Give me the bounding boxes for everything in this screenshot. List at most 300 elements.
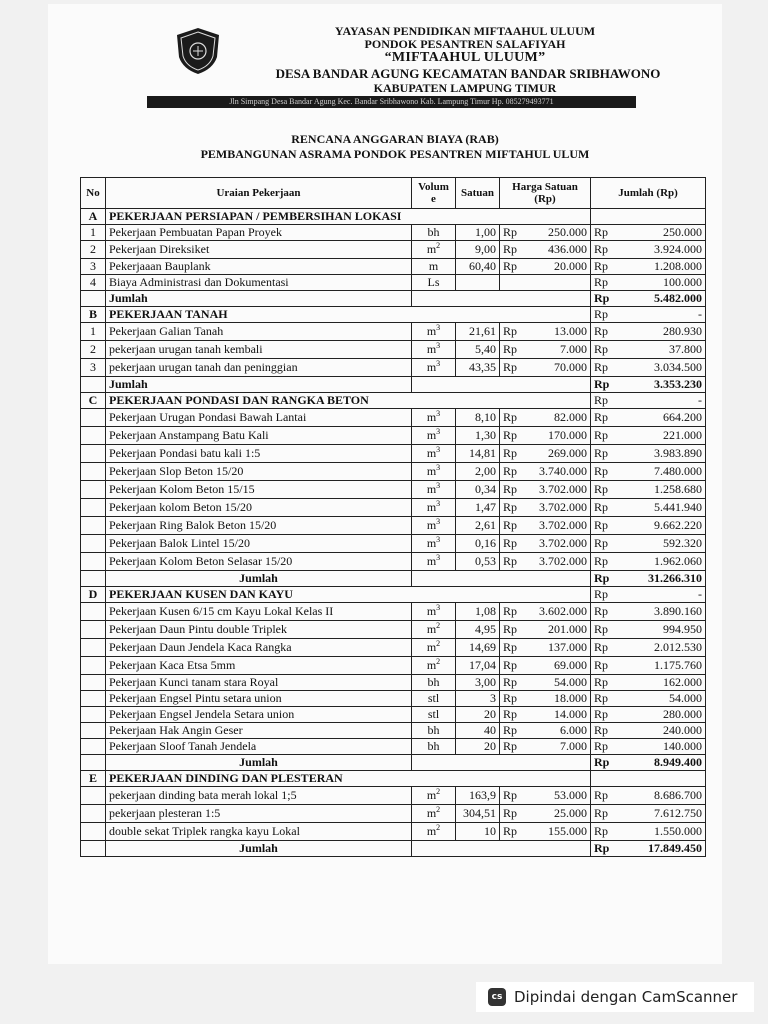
currency-label: Rp xyxy=(591,291,611,307)
currency-label: Rp xyxy=(591,675,611,691)
item-no: 1 xyxy=(81,225,106,241)
item-unit-price: 170.000 xyxy=(520,427,591,445)
item-unit: $m^3$ xyxy=(412,517,456,535)
item-description: pekerjaan urugan tanah kembali xyxy=(106,341,412,359)
item-unit-price: 82.000 xyxy=(520,409,591,427)
item-no xyxy=(81,481,106,499)
item-no xyxy=(81,603,106,621)
item-amount: 240.000 xyxy=(611,723,706,739)
empty-cell xyxy=(412,291,591,307)
table-row xyxy=(81,323,706,341)
total-label: Jumlah xyxy=(106,291,412,307)
item-unit: $m^3$ xyxy=(412,481,456,499)
table-row xyxy=(81,463,706,481)
item-volume: 20 xyxy=(456,739,500,755)
section-title: PEKERJAAN DINDING DAN PLESTERAN xyxy=(106,771,591,787)
budget-table xyxy=(80,177,706,857)
item-amount: 1.208.000 xyxy=(611,259,706,275)
item-amount: 162.000 xyxy=(611,675,706,691)
currency-label: Rp xyxy=(591,723,611,739)
item-volume: 43,35 xyxy=(456,359,500,377)
item-amount: 280.000 xyxy=(611,707,706,723)
section-total: 8.949.400 xyxy=(611,755,706,771)
currency-label: Rp xyxy=(500,427,520,445)
table-row xyxy=(81,553,706,571)
camscanner-icon: cs xyxy=(488,988,506,1006)
item-amount: 1.258.680 xyxy=(611,481,706,499)
item-description: Biaya Administrasi dan Dokumentasi xyxy=(106,275,412,291)
section-title: PEKERJAAN PONDASI DAN RANGKA BETON xyxy=(106,393,591,409)
currency-label: Rp xyxy=(591,805,611,823)
item-no xyxy=(81,805,106,823)
item-unit-price: 70.000 xyxy=(520,359,591,377)
currency-label: Rp xyxy=(591,755,611,771)
empty-cell xyxy=(412,755,591,771)
item-volume: 10 xyxy=(456,823,500,841)
table-header-row xyxy=(81,178,706,209)
item-description: Pekerjaan Ring Balok Beton 15/20 xyxy=(106,517,412,535)
item-volume: 60,40 xyxy=(456,259,500,275)
table-row xyxy=(81,823,706,841)
item-volume: 0,16 xyxy=(456,535,500,553)
table-row xyxy=(81,225,706,241)
item-volume: 4,95 xyxy=(456,621,500,639)
table-row xyxy=(81,603,706,621)
item-unit-price: 137.000 xyxy=(520,639,591,657)
item-no xyxy=(81,723,106,739)
empty-cell xyxy=(591,771,706,787)
item-description: Pekerjaan Pondasi batu kali 1:5 xyxy=(106,445,412,463)
item-unit: bh xyxy=(412,739,456,755)
currency-label: Rp xyxy=(591,787,611,805)
school-regency: KABUPATEN LAMPUNG TIMUR xyxy=(373,81,557,95)
section-code: B xyxy=(81,307,106,323)
table-row xyxy=(81,787,706,805)
item-unit-price: 250.000 xyxy=(520,225,591,241)
total-label: Jumlah xyxy=(106,377,412,393)
item-unit: $m^3$ xyxy=(412,463,456,481)
item-unit-price: 7.000 xyxy=(520,739,591,755)
table-row xyxy=(81,409,706,427)
item-unit-price: 54.000 xyxy=(520,675,591,691)
item-amount: 250.000 xyxy=(611,225,706,241)
currency-label: Rp xyxy=(500,707,520,723)
currency-label: Rp xyxy=(591,323,611,341)
item-unit-price: 18.000 xyxy=(520,691,591,707)
item-amount: 9.662.220 xyxy=(611,517,706,535)
total-label: Jumlah xyxy=(106,841,412,857)
item-volume: 21,61 xyxy=(456,323,500,341)
currency-label: Rp xyxy=(591,427,611,445)
currency-label: Rp xyxy=(591,841,611,857)
item-amount: 37.800 xyxy=(611,341,706,359)
item-unit-price: 436.000 xyxy=(520,241,591,259)
school-type: PONDOK PESANTREN SALAFIYAH xyxy=(364,37,566,51)
currency-label: Rp xyxy=(591,739,611,755)
item-amount: 100.000 xyxy=(611,275,706,291)
item-no xyxy=(81,823,106,841)
item-volume: 9,00 xyxy=(456,241,500,259)
table-row xyxy=(81,707,706,723)
item-unit: $m^3$ xyxy=(412,535,456,553)
item-description: Pekerjaan Engsel Jendela Setara union xyxy=(106,707,412,723)
school-name: “MIFTAAHUL ULUUM” xyxy=(384,50,546,65)
item-no: 4 xyxy=(81,275,106,291)
item-amount: 3.034.500 xyxy=(611,359,706,377)
item-description: Pekerjaan Daun Jendela Kaca Rangka xyxy=(106,639,412,657)
item-no xyxy=(81,621,106,639)
currency-label: Rp xyxy=(500,323,520,341)
item-description: pekerjaan plesteran 1:5 xyxy=(106,805,412,823)
item-amount: 2.012.530 xyxy=(611,639,706,657)
item-description: Pekerjaan Daun Pintu double Triplek xyxy=(106,621,412,639)
currency-label: Rp xyxy=(500,409,520,427)
item-volume: 2,61 xyxy=(456,517,500,535)
currency-label: Rp xyxy=(591,535,611,553)
item-unit-price: 155.000 xyxy=(520,823,591,841)
item-unit: m xyxy=(412,259,456,275)
currency-label: Rp xyxy=(500,341,520,359)
letterhead xyxy=(0,0,768,110)
item-volume: 304,51 xyxy=(456,805,500,823)
currency-label: Rp xyxy=(591,259,611,275)
item-unit: $m^3$ xyxy=(412,341,456,359)
header-satuan: Satuan xyxy=(456,178,500,209)
currency-label: Rp xyxy=(591,275,611,291)
section-code: C xyxy=(81,393,106,409)
empty-cell xyxy=(81,571,106,587)
item-volume: 14,81 xyxy=(456,445,500,463)
item-volume: 1,30 xyxy=(456,427,500,445)
item-description: Pekerjaan Sloof Tanah Jendela xyxy=(106,739,412,755)
currency-label: Rp xyxy=(591,823,611,841)
item-unit-price: 3.740.000 xyxy=(520,463,591,481)
item-no xyxy=(81,691,106,707)
section-total: 17.849.450 xyxy=(611,841,706,857)
item-unit-price: 3.702.000 xyxy=(520,499,591,517)
table-row xyxy=(81,657,706,675)
currency-label: Rp xyxy=(500,657,520,675)
total-label: Jumlah xyxy=(106,755,412,771)
currency-label: Rp xyxy=(591,241,611,259)
item-amount: 280.930 xyxy=(611,323,706,341)
currency-label: Rp xyxy=(591,359,611,377)
table-row xyxy=(81,259,706,275)
total-row xyxy=(81,841,706,857)
currency-label: Rp xyxy=(591,463,611,481)
item-amount: 994.950 xyxy=(611,621,706,639)
camscanner-watermark xyxy=(476,982,754,1012)
table-row xyxy=(81,535,706,553)
section-amount: - xyxy=(611,307,706,323)
item-unit-price: 3.702.000 xyxy=(520,535,591,553)
item-unit-price: 20.000 xyxy=(520,259,591,275)
item-description: Pekerjaan kolom Beton 15/20 xyxy=(106,499,412,517)
currency-label: Rp xyxy=(500,445,520,463)
item-unit-price: 13.000 xyxy=(520,323,591,341)
item-unit-price: 3.602.000 xyxy=(520,603,591,621)
currency-label: Rp xyxy=(500,359,520,377)
item-unit-price: 6.000 xyxy=(520,723,591,739)
item-unit: $m^3$ xyxy=(412,359,456,377)
item-unit: $m^3$ xyxy=(412,603,456,621)
empty-cell xyxy=(81,841,106,857)
header-vol: Volum e xyxy=(412,178,456,209)
currency-label: Rp xyxy=(500,499,520,517)
empty-cell xyxy=(591,209,706,225)
item-amount: 1.962.060 xyxy=(611,553,706,571)
item-amount: 1.175.760 xyxy=(611,657,706,675)
item-volume: 3,00 xyxy=(456,675,500,691)
item-unit: $m^2$ xyxy=(412,621,456,639)
item-unit: stl xyxy=(412,691,456,707)
currency-label: Rp xyxy=(591,621,611,639)
item-no xyxy=(81,657,106,675)
currency-label: Rp xyxy=(500,621,520,639)
item-volume: 1,00 xyxy=(456,225,500,241)
table-row xyxy=(81,805,706,823)
currency-label: Rp xyxy=(500,517,520,535)
empty-cell xyxy=(412,377,591,393)
currency-label: Rp xyxy=(500,805,520,823)
total-row xyxy=(81,755,706,771)
foundation-name: YAYASAN PENDIDIKAN MIFTAAHUL ULUUM xyxy=(334,24,596,38)
currency-label: Rp xyxy=(591,571,611,587)
item-no xyxy=(81,499,106,517)
item-volume xyxy=(456,275,500,291)
table-row xyxy=(81,621,706,639)
item-description: pekerjaan dinding bata merah lokal 1;5 xyxy=(106,787,412,805)
currency-label: Rp xyxy=(591,499,611,517)
currency-label: Rp xyxy=(500,675,520,691)
item-volume: 0,34 xyxy=(456,481,500,499)
total-row xyxy=(81,571,706,587)
item-volume: 2,00 xyxy=(456,463,500,481)
document-subtitle: PEMBANGUNAN ASRAMA PONDOK PESANTREN MIFTAHUL ULUM xyxy=(200,147,590,161)
item-unit: $m^2$ xyxy=(412,805,456,823)
empty-cell xyxy=(500,275,591,291)
item-description: Pekerjaan Anstampang Batu Kali xyxy=(106,427,412,445)
empty-cell xyxy=(81,377,106,393)
table-row xyxy=(81,723,706,739)
section-code: D xyxy=(81,587,106,603)
item-no xyxy=(81,707,106,723)
item-unit-price: 53.000 xyxy=(520,787,591,805)
item-volume: 0,53 xyxy=(456,553,500,571)
currency-label: Rp xyxy=(591,657,611,675)
item-amount: 3.983.890 xyxy=(611,445,706,463)
total-row xyxy=(81,291,706,307)
total-row xyxy=(81,377,706,393)
item-unit: $m^2$ xyxy=(412,241,456,259)
currency-label: Rp xyxy=(591,481,611,499)
item-volume: 8,10 xyxy=(456,409,500,427)
item-no xyxy=(81,445,106,463)
currency-label: Rp xyxy=(591,707,611,723)
item-amount: 1.550.000 xyxy=(611,823,706,841)
item-unit-price: 69.000 xyxy=(520,657,591,675)
item-unit-price: 201.000 xyxy=(520,621,591,639)
item-unit: $m^3$ xyxy=(412,409,456,427)
item-unit: $m^3$ xyxy=(412,323,456,341)
item-unit: bh xyxy=(412,723,456,739)
header-harga: Harga Satuan (Rp) xyxy=(500,178,591,209)
header-jumlah: Jumlah (Rp) xyxy=(591,178,706,209)
item-no: 2 xyxy=(81,241,106,259)
currency-label: Rp xyxy=(500,553,520,571)
currency-label: Rp xyxy=(591,225,611,241)
item-no xyxy=(81,535,106,553)
item-description: Pekerjaan Kunci tanam stara Royal xyxy=(106,675,412,691)
currency-label: Rp xyxy=(591,409,611,427)
item-volume: 3 xyxy=(456,691,500,707)
item-no xyxy=(81,639,106,657)
header-desc: Uraian Pekerjaan xyxy=(106,178,412,209)
item-unit: $m^2$ xyxy=(412,639,456,657)
item-description: Pekerjaan Balok Lintel 15/20 xyxy=(106,535,412,553)
item-amount: 54.000 xyxy=(611,691,706,707)
school-village: DESA BANDAR AGUNG KECAMATAN BANDAR SRIBHAWONO xyxy=(275,66,661,81)
item-no xyxy=(81,463,106,481)
currency-label: Rp xyxy=(591,341,611,359)
currency-label: Rp xyxy=(500,225,520,241)
item-no xyxy=(81,675,106,691)
currency-label: Rp xyxy=(500,739,520,755)
item-amount: 7.612.750 xyxy=(611,805,706,823)
item-volume: 1,08 xyxy=(456,603,500,621)
item-no: 2 xyxy=(81,341,106,359)
currency-label: Rp xyxy=(591,377,611,393)
currency-label: Rp xyxy=(500,463,520,481)
address-bar: Jln Simpang Desa Bandar Agung Kec. Bandar Sribhawono Kab. Lampung Timur Hp. 085279493771 xyxy=(147,96,636,108)
table-body xyxy=(81,209,706,857)
currency-label: Rp xyxy=(500,823,520,841)
item-no: 3 xyxy=(81,359,106,377)
item-description: Pekerjaan Urugan Pondasi Bawah Lantai xyxy=(106,409,412,427)
table-row xyxy=(81,739,706,755)
document-title: RENCANA ANGGARAN BIAYA (RAB) xyxy=(291,132,499,146)
currency-label: Rp xyxy=(591,307,611,323)
currency-label: Rp xyxy=(591,603,611,621)
currency-label: Rp xyxy=(591,691,611,707)
item-unit: stl xyxy=(412,707,456,723)
currency-label: Rp xyxy=(500,259,520,275)
item-no xyxy=(81,787,106,805)
table-row xyxy=(81,241,706,259)
item-amount: 5.441.940 xyxy=(611,499,706,517)
table-row xyxy=(81,341,706,359)
item-volume: 40 xyxy=(456,723,500,739)
currency-label: Rp xyxy=(500,603,520,621)
item-volume: 17,04 xyxy=(456,657,500,675)
currency-label: Rp xyxy=(591,587,611,603)
item-unit: $m^2$ xyxy=(412,657,456,675)
item-amount: 140.000 xyxy=(611,739,706,755)
item-no xyxy=(81,409,106,427)
section-row xyxy=(81,209,706,225)
item-description: Pekerjaan Kusen 6/15 cm Kayu Lokal Kelas II xyxy=(106,603,412,621)
item-unit: bh xyxy=(412,675,456,691)
currency-label: Rp xyxy=(591,445,611,463)
item-description: pekerjaan urugan tanah dan peninggian xyxy=(106,359,412,377)
item-description: Pekerjaan Galian Tanah xyxy=(106,323,412,341)
item-unit-price: 3.702.000 xyxy=(520,553,591,571)
currency-label: Rp xyxy=(591,393,611,409)
item-unit: bh xyxy=(412,225,456,241)
total-label: Jumlah xyxy=(106,571,412,587)
table-row xyxy=(81,499,706,517)
table-row xyxy=(81,445,706,463)
section-code: E xyxy=(81,771,106,787)
item-no xyxy=(81,517,106,535)
item-unit: $m^2$ xyxy=(412,823,456,841)
table-row xyxy=(81,427,706,445)
empty-cell xyxy=(412,841,591,857)
item-description: Pekerjaan Engsel Pintu setara union xyxy=(106,691,412,707)
item-unit-price: 3.702.000 xyxy=(520,481,591,499)
item-unit: $m^2$ xyxy=(412,787,456,805)
item-unit-price: 25.000 xyxy=(520,805,591,823)
item-volume: 20 xyxy=(456,707,500,723)
section-row xyxy=(81,587,706,603)
section-row xyxy=(81,771,706,787)
item-no: 1 xyxy=(81,323,106,341)
item-amount: 3.924.000 xyxy=(611,241,706,259)
section-title: PEKERJAAN TANAH xyxy=(106,307,591,323)
item-unit: Ls xyxy=(412,275,456,291)
item-unit-price: 3.702.000 xyxy=(520,517,591,535)
currency-label: Rp xyxy=(591,639,611,657)
camscanner-text: Dipindai dengan CamScanner xyxy=(514,988,738,1006)
item-amount: 592.320 xyxy=(611,535,706,553)
currency-label: Rp xyxy=(500,691,520,707)
item-description: Pekerjaan Kaca Etsa 5mm xyxy=(106,657,412,675)
section-title: PEKERJAAN PERSIAPAN / PEMBERSIHAN LOKASI xyxy=(106,209,591,225)
item-volume: 5,40 xyxy=(456,341,500,359)
item-unit: $m^3$ xyxy=(412,553,456,571)
item-description: Pekerjaaan Bauplank xyxy=(106,259,412,275)
item-description: double sekat Triplek rangka kayu Lokal xyxy=(106,823,412,841)
table-row xyxy=(81,639,706,657)
section-total: 3.353.230 xyxy=(611,377,706,393)
currency-label: Rp xyxy=(591,517,611,535)
item-no xyxy=(81,427,106,445)
item-volume: 1,47 xyxy=(456,499,500,517)
item-amount: 8.686.700 xyxy=(611,787,706,805)
item-description: Pekerjaan Pembuatan Papan Proyek xyxy=(106,225,412,241)
table-row xyxy=(81,481,706,499)
section-amount: - xyxy=(611,393,706,409)
item-amount: 221.000 xyxy=(611,427,706,445)
item-description: Pekerjaan Direksiket xyxy=(106,241,412,259)
section-row xyxy=(81,393,706,409)
empty-cell xyxy=(412,571,591,587)
item-description: Pekerjaan Slop Beton 15/20 xyxy=(106,463,412,481)
item-amount: 3.890.160 xyxy=(611,603,706,621)
currency-label: Rp xyxy=(500,787,520,805)
item-volume: 14,69 xyxy=(456,639,500,657)
section-amount: - xyxy=(611,587,706,603)
section-total: 5.482.000 xyxy=(611,291,706,307)
empty-cell xyxy=(81,755,106,771)
table-row xyxy=(81,359,706,377)
item-description: Pekerjaan Kolom Beton Selasar 15/20 xyxy=(106,553,412,571)
item-amount: 7.480.000 xyxy=(611,463,706,481)
currency-label: Rp xyxy=(500,481,520,499)
item-unit: $m^3$ xyxy=(412,427,456,445)
item-unit-price: 14.000 xyxy=(520,707,591,723)
table-row xyxy=(81,275,706,291)
